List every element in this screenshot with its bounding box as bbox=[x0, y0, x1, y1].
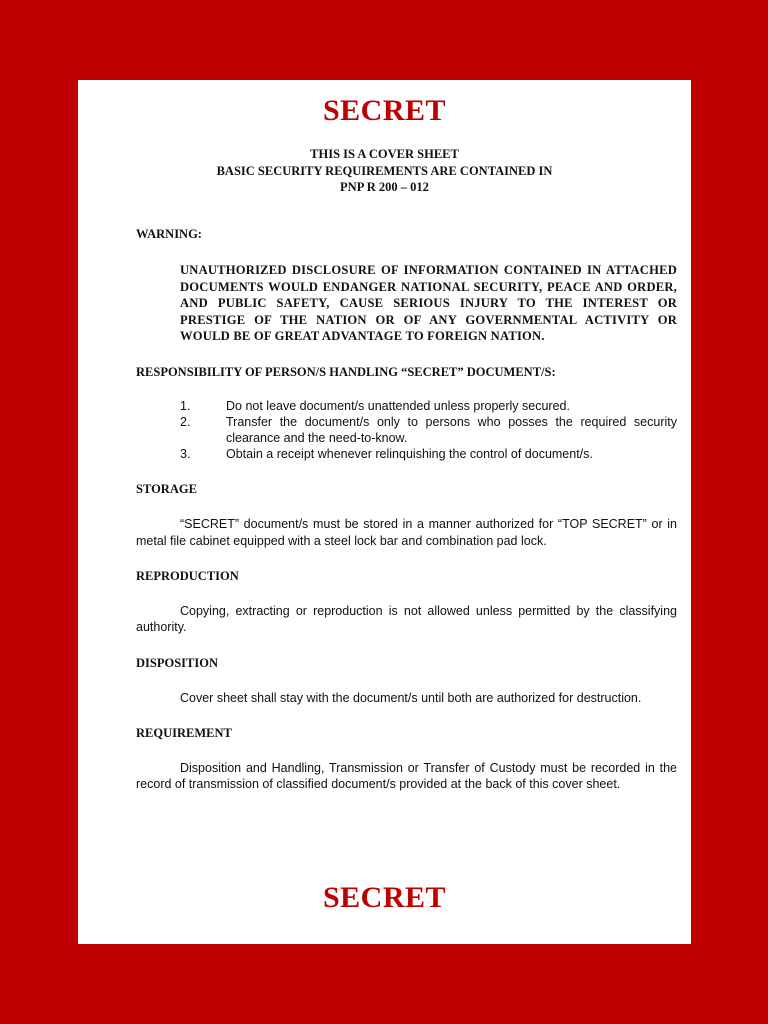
warning-text: UNAUTHORIZED DISCLOSURE OF INFORMATION CONTAINED IN ATTACHED DOCUMENTS WOULD ENDANGER NATIONAL SECURITY, PEACE AND ORDER, AND PUBLIC SAFETY, CAUSE SERIOUS INJURY TO THE INTEREST OR PRESTIGE OF THE NATION OR OF ANY GOVERNMENTAL ACTIVITY OR WOULD BE OF GREAT ADVANTAGE TO FOREIGN NATION. bbox=[180, 263, 677, 343]
requirement-text: Disposition and Handling, Transmission or Transfer of Custody must be recorded in the record of transmission of classified document/s provided at the back of this cover sheet. bbox=[136, 760, 677, 792]
list-item-text: Obtain a receipt whenever relinquishing the control of document/s. bbox=[226, 447, 593, 462]
list-item-text: Transfer the document/s only to persons who posses the required security clearance and the need-to-know. bbox=[226, 414, 677, 445]
responsibility-list bbox=[180, 398, 677, 463]
list-item-number: 1. bbox=[180, 398, 191, 413]
secret-classification-bottom: SECRET bbox=[322, 881, 447, 914]
warning-label: WARNING: bbox=[136, 227, 202, 241]
responsibility-label: RESPONSIBILITY OF PERSON/S HANDLING “SECRET” DOCUMENT/S: bbox=[136, 364, 556, 379]
list-item-number: 2. bbox=[180, 414, 191, 429]
cover-line-1: THIS IS A COVER SHEET bbox=[310, 147, 459, 161]
cover-line-3: PNP R 200 – 012 bbox=[340, 180, 429, 194]
list-item-text: Do not leave document/s unattended unless properly secured. bbox=[226, 398, 570, 413]
cover-sheet-heading bbox=[78, 146, 691, 196]
secret-classification-top: SECRET bbox=[322, 94, 447, 127]
list-item-number: 3. bbox=[180, 447, 191, 462]
document-body bbox=[136, 226, 677, 792]
disposition-label: DISPOSITION bbox=[136, 655, 218, 670]
list-item bbox=[180, 414, 677, 446]
disposition-text: Cover sheet shall stay with the document/s until both are authorized for destruction. bbox=[180, 690, 642, 705]
reproduction-label: REPRODUCTION bbox=[136, 568, 239, 583]
cover-line-2: BASIC SECURITY REQUIREMENTS ARE CONTAINED IN bbox=[216, 163, 553, 178]
storage-label: STORAGE bbox=[136, 482, 197, 497]
reproduction-text: Copying, extracting or reproduction is not allowed unless permitted by the classifying authority. bbox=[136, 603, 677, 635]
storage-text: “SECRET” document/s must be stored in a manner authorized for “TOP SECRET” or in metal file cabinet equipped with a steel lock bar and combination pad lock. bbox=[136, 517, 677, 548]
requirement-label: REQUIREMENT bbox=[136, 725, 232, 740]
list-item bbox=[180, 446, 677, 462]
cover-sheet bbox=[78, 80, 691, 944]
list-item bbox=[180, 398, 677, 414]
